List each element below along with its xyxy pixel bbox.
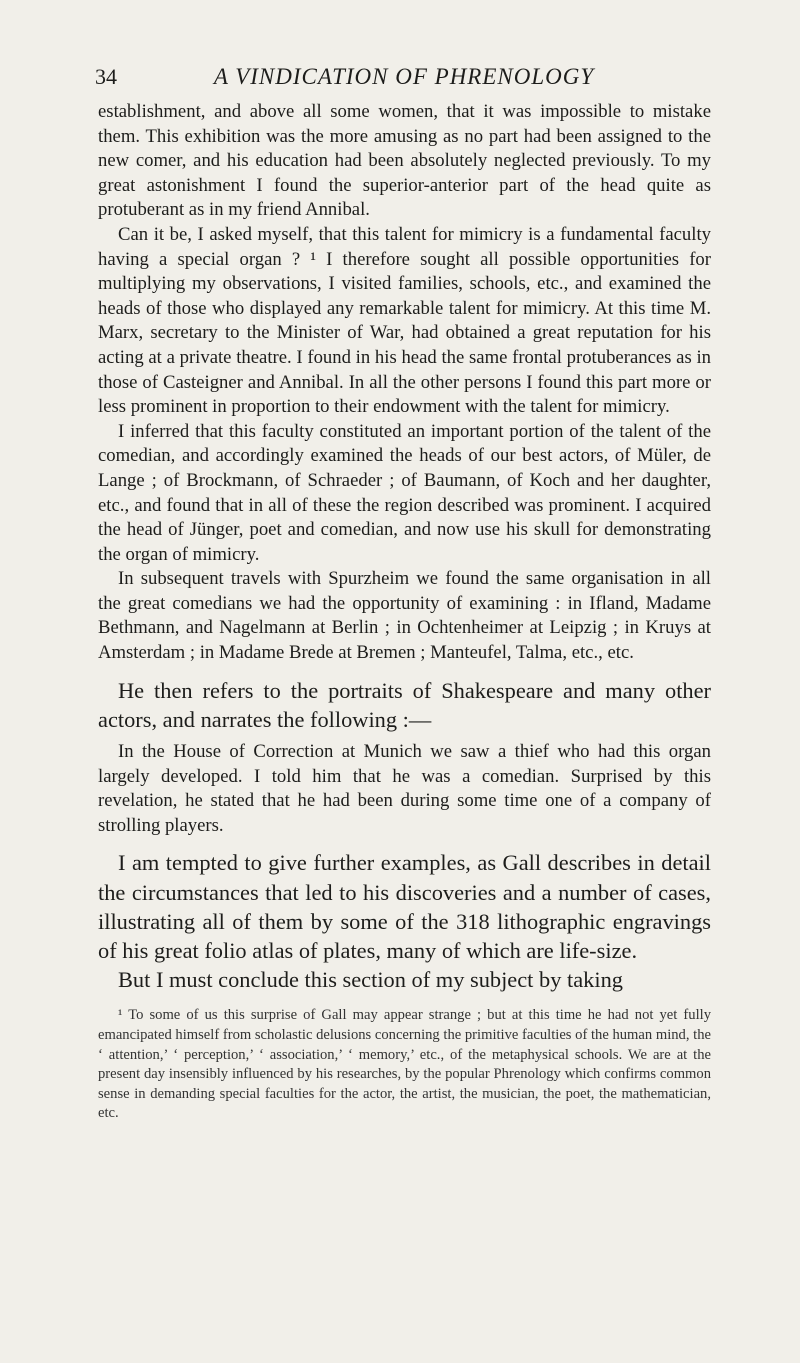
- page-number: 34: [95, 64, 117, 89]
- paragraph-3: I inferred that this faculty constituted an important portion of the talent of the comedian, and accordingly examined the heads of our best actors, of Müler, de Lange ; of Brockmann, of Schraeder ; of Baumann, of Koch and her daughter, etc., and found that in all of these the region described was prominent. I acquired the head of Jünger, poet and comedian, and now use his skull for demonstrating the organ of mimicry.: [98, 420, 711, 565]
- paragraph-4: In subsequent travels with Spurzheim we found the same organisation in all the great comedians we had the opportunity of examining : in Ifland, Madame Bethmann, and Nagelmann at Berlin ; in Ochtenheimer at Leipzig ; in Kruys at Amsterdam ; in Madame Brede at Bremen ; Manteufel, Talma, etc., etc.: [98, 568, 711, 664]
- paragraph-1: establishment, and above all some women, that it was impossible to mistake them. This exhibition was the more amusing as no part had been assigned to the new comer, and his education had been absolutely neglected previously. To my great astonishment I found the superior-anterior part of the head quite as protuberant as in my friend Annibal.: [98, 101, 711, 221]
- paragraph-6: In the House of Correction at Munich we saw a thief who had this organ largely developed. I told him that he was a comedian. Surprised by this revelation, he stated that he had been during some time one of a company of strolling players.: [98, 741, 711, 836]
- paragraph-7: I am tempted to give further examples, as Gall describes in detail the circumstances that led to his discoveries and a number of cases, illustrating all of them by some of the 318 lithographic engravings of his great folio atlas of plates, many of which are life-size.: [98, 850, 711, 964]
- paragraph-5: He then refers to the portraits of Shakespeare and many other actors, and narrates the following :—: [98, 677, 711, 732]
- page-header: [95, 60, 710, 94]
- page-body: [98, 100, 711, 1124]
- paragraph-8: But I must conclude this section of my subject by taking: [118, 967, 623, 993]
- paragraph-2: Can it be, I asked myself, that this talent for mimicry is a fundamental faculty having a special organ ? ¹ I therefore sought all possible opportunities for multiplying my observations, I visited families, schools, etc., and examined the heads of those who displayed any remarkable talent for mimicry. At this time M. Marx, secretary to the Minister of War, had obtained a great reputation for his acting at a private theatre. I found in his head the same frontal protuberances as in those of Casteigner and Annibal. In all the other persons I found this part more or less prominent in proportion to their endowment with the talent for mimicry.: [98, 223, 711, 418]
- footnote-area: [98, 1006, 711, 1124]
- footnote-1: ¹ To some of us this surprise of Gall may appear strange ; but at this time he had not yet fully emancipated himself from scholastic delusions concerning the primitive faculties of the human mind, the ‘ attention,’ ‘ perception,’ ‘ association,’ ‘ memory,’ etc., of the metaphysical schools. We are at the present day insensibly influenced by his researches, by the popular Phrenology which confirms common sense in demanding special faculties for the actor, the artist, the musician, the poet, the mathematician, etc.: [98, 1007, 711, 1122]
- running-title: A VINDICATION OF PHRENOLOGY: [213, 64, 595, 89]
